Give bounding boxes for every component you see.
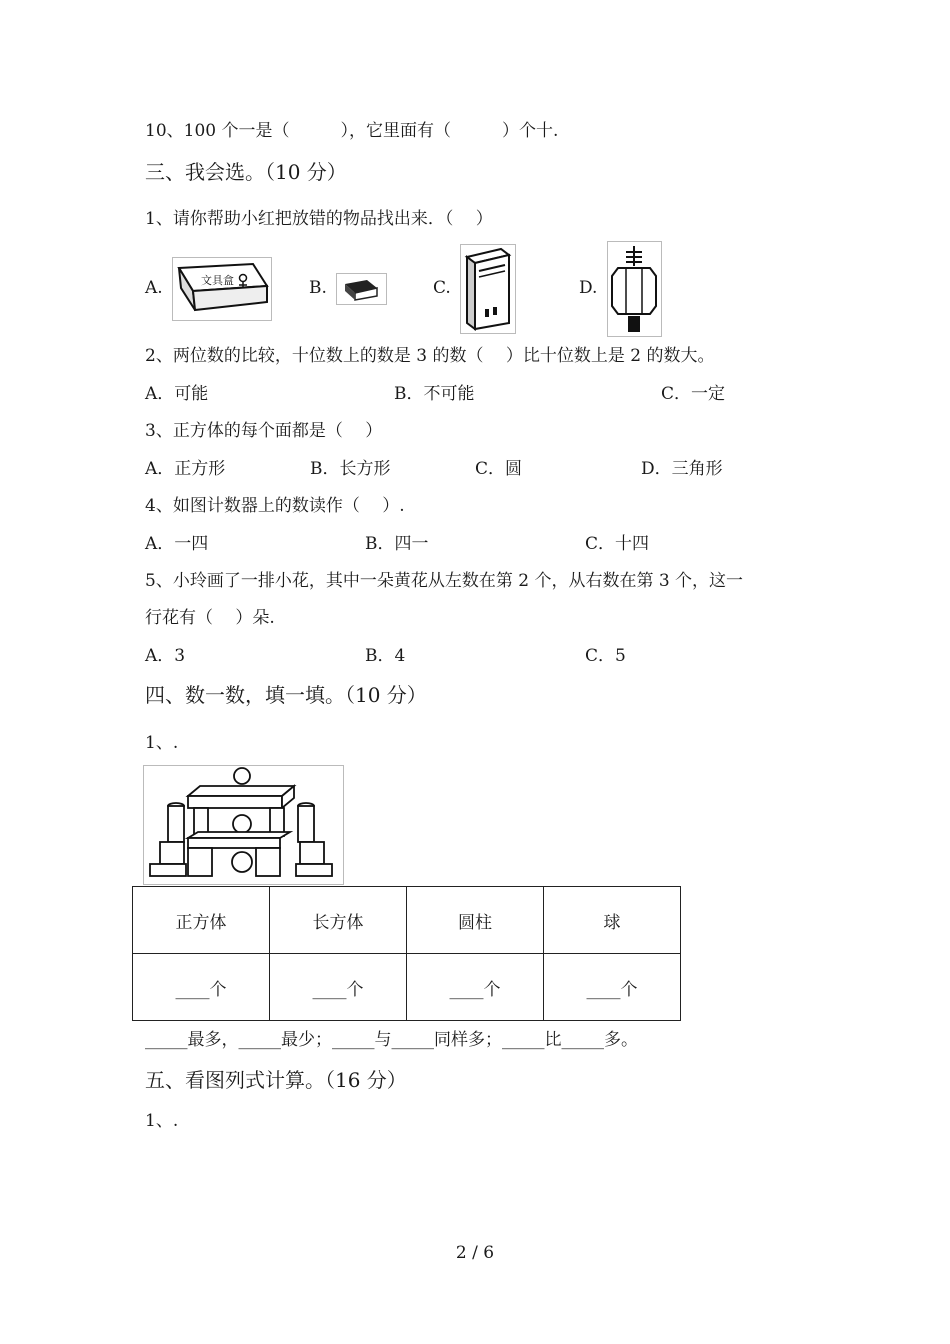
s3-question-1: 1、请你帮助小红把放错的物品找出来．（ ） [145, 209, 493, 229]
s3q3-option-a: A．正方形 [145, 459, 226, 479]
s3-question-5-line2: 行花有（ ）朵. [145, 608, 275, 628]
pencil-sharpener-image [607, 241, 662, 337]
s3-question-3: 3、正方体的每个面都是（ ） [145, 421, 383, 441]
building-blocks-image [143, 765, 344, 885]
s3q4-option-b: B．四一 [365, 534, 429, 554]
s3q3-option-d: D．三角形 [641, 459, 723, 479]
pencil-box-image [172, 257, 272, 321]
s3q2-option-c: C．一定 [661, 384, 726, 404]
table-header-cuboid: 长方体 [270, 887, 407, 954]
s3q5-option-c: C．5 [585, 646, 626, 666]
page-number: 2 / 6 [455, 1243, 495, 1263]
section-4-heading: 四、数一数，填一填。（10 分） [145, 683, 427, 707]
pencil-box-label: 文具盒 [201, 274, 234, 287]
table-header-cylinder: 圆柱 [407, 887, 544, 954]
table-header-cube: 正方体 [133, 887, 270, 954]
s3-question-2: 2、两位数的比较，十位数上的数是 3 的数（ ）比十位数上是 2 的数大。 [145, 346, 715, 366]
s3q5-option-b: B．4 [365, 646, 406, 666]
table-header-sphere: 球 [544, 887, 681, 954]
cuboid-count-blank[interactable]: ____个 [270, 954, 407, 1021]
s3-question-4: 4、如图计数器上的数读作（ ）. [145, 496, 405, 516]
comparison-fill-line[interactable]: _____最多，_____最少；_____与_____同样多；_____比_____多。 [145, 1030, 638, 1050]
s3q2-option-a: A．可能 [145, 384, 209, 404]
s3q3-option-c: C．圆 [475, 459, 523, 479]
question-10: 10、100 个一是（ ），它里面有（ ）个十. [145, 121, 559, 141]
s3q5-option-a: A．3 [145, 646, 186, 666]
s3q3-option-b: B．长方形 [310, 459, 391, 479]
s3q4-option-a: A．一四 [145, 534, 209, 554]
eraser-image [336, 273, 387, 305]
section-5-heading: 五、看图列式计算。（16 分） [145, 1068, 407, 1092]
s3q4-option-c: C．十四 [585, 534, 650, 554]
section-3-heading: 三、我会选。（10 分） [145, 160, 347, 184]
table-header-row [133, 887, 681, 954]
option-d-label: D. [579, 278, 598, 298]
option-c-label: C. [433, 278, 451, 298]
option-b-label: B. [309, 278, 327, 298]
s5-question-1: 1、. [145, 1111, 179, 1131]
cube-count-blank[interactable]: ____个 [133, 954, 270, 1021]
s3q2-option-b: B．不可能 [394, 384, 475, 404]
book-image [460, 244, 516, 334]
option-a-label: A. [145, 278, 163, 298]
sphere-count-blank[interactable]: ____个 [544, 954, 681, 1021]
cylinder-count-blank[interactable]: ____个 [407, 954, 544, 1021]
count-table [132, 886, 681, 1021]
s3-question-5-line1: 5、小玲画了一排小花，其中一朵黄花从左数在第 2 个，从右数在第 3 个，这一 [145, 571, 744, 591]
s4-question-1: 1、. [145, 733, 179, 753]
table-row [133, 954, 681, 1021]
